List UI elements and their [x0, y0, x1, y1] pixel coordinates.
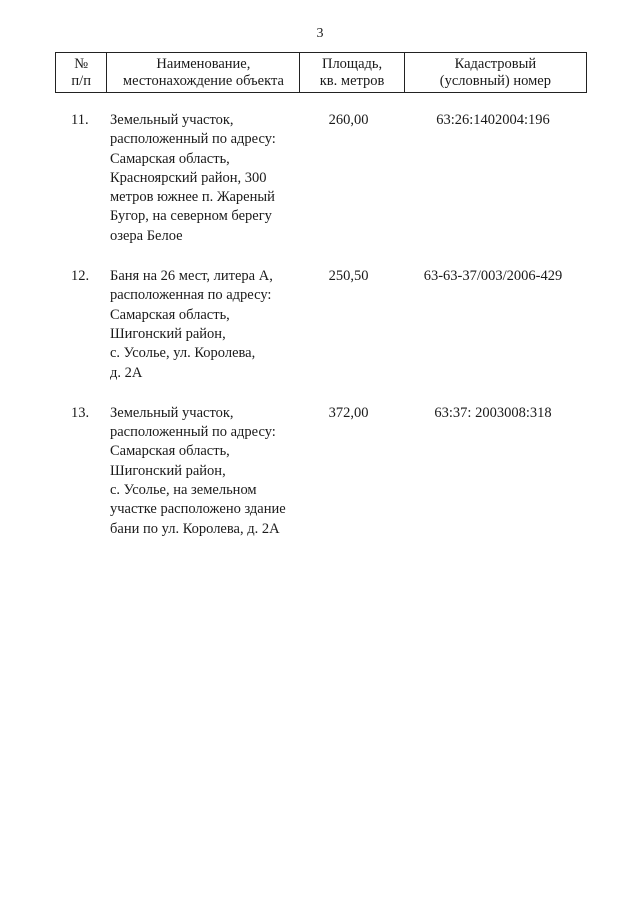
desc-line: Самарская область,	[110, 306, 230, 323]
desc-line: участке расположено здание	[110, 501, 286, 518]
desc-line: расположенный по адресу:	[110, 424, 276, 441]
row-cadastral: 63:37: 2003008:318	[434, 404, 552, 421]
table-header	[55, 52, 587, 93]
desc-line: Баня на 26 мест, литера А,	[110, 268, 273, 285]
desc-line: Самарская область,	[110, 443, 230, 460]
desc-line: Шигонский район,	[110, 325, 226, 342]
desc-line: бани по ул. Королева, д. 2А	[110, 520, 280, 537]
desc-line: Земельный участок,	[110, 112, 234, 128]
desc-line: Самарская область,	[110, 150, 230, 167]
table-body	[55, 111, 587, 539]
header-number-line2: п/п	[71, 73, 91, 89]
row-number: 11.	[71, 112, 89, 128]
desc-line: расположенный по адресу:	[110, 131, 276, 148]
header-name-line2: местонахождение объекта	[122, 73, 284, 89]
row-number: 12.	[71, 268, 90, 285]
row-cadastral: 63-63-37/003/2006-429	[423, 268, 563, 285]
header-area	[300, 53, 404, 93]
header-cadastral	[404, 53, 586, 93]
header-name	[107, 53, 300, 93]
page-number: 3	[316, 26, 324, 41]
table-row	[55, 111, 587, 246]
header-name-line1: Наименование,	[156, 56, 251, 72]
table-row	[55, 404, 587, 539]
row-cadastral: 63:26:1402004:196	[436, 112, 550, 128]
row-description	[110, 404, 315, 539]
header-area-line1: Площадь,	[321, 56, 383, 72]
row-area: 372,00	[328, 404, 369, 421]
desc-line: метров южнее п. Жареный	[110, 189, 275, 206]
desc-line: Земельный участок,	[110, 404, 234, 421]
header-cadastral-line2: (условный) номер	[439, 73, 551, 89]
row-area: 260,00	[328, 112, 369, 128]
row-number: 13.	[71, 404, 90, 421]
header-area-line2: кв. метров	[319, 73, 385, 89]
table-row	[55, 267, 587, 383]
desc-line: расположенная по адресу:	[110, 287, 272, 304]
row-description	[110, 111, 315, 246]
desc-line: с. Усолье, на земельном	[110, 482, 257, 499]
desc-line: с. Усолье, ул. Королева,	[110, 345, 256, 362]
row-description	[110, 267, 315, 383]
desc-line: Шигонский район,	[110, 462, 226, 479]
desc-line: Красноярский район, 300	[110, 169, 267, 186]
header-number-line1: №	[74, 56, 89, 72]
header-number	[56, 53, 107, 93]
desc-line: Бугор, на северном берегу	[110, 208, 272, 225]
desc-line: озера Белое	[110, 227, 183, 244]
desc-line: д. 2А	[110, 364, 143, 381]
row-area: 250,50	[328, 268, 369, 285]
header-cadastral-line1: Кадастровый	[454, 56, 537, 72]
